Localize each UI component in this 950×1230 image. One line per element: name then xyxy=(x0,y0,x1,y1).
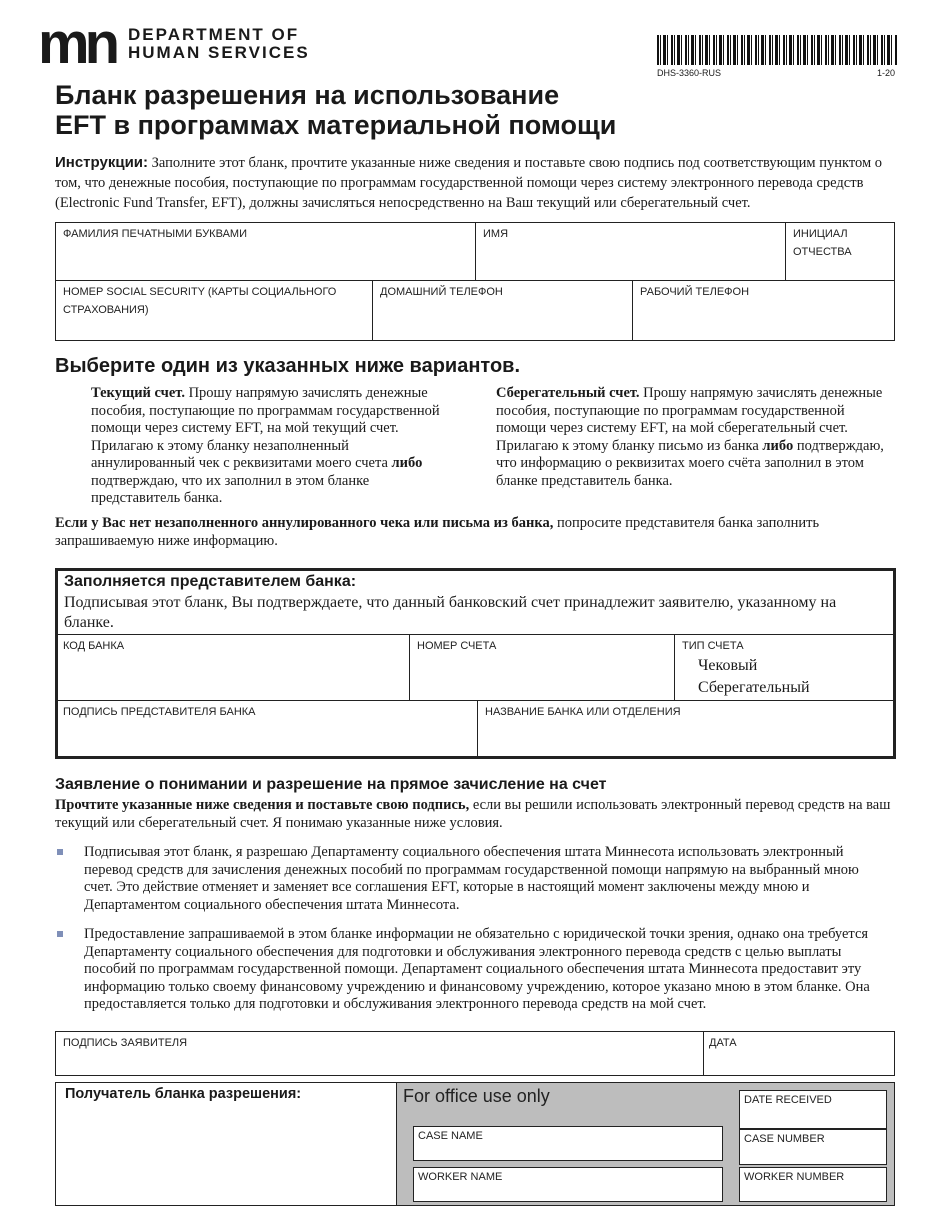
routing-number-label: КОД БАНКА xyxy=(63,640,125,652)
savings-option-bold: либо xyxy=(762,437,794,454)
statement-bullet-2: Предоставление запрашиваемой в этом бланке информации не обязательно с юридической точки зрения, однако она требуется Департаменту социального обеспечения для подготовки и обслуживания электронного перевода средств с целью выплаты пособий по программам государственной помощи. Департамент социального обеспечения штата Миннесота предоставит эту информацию только своему финансовому учреждению и финансовому учреждению, которое указано мною в этом бланке. Она предоставляется только для подготовки и обслуживания электронного перевода средств на мой счет. xyxy=(84,926,870,1012)
office-use-box xyxy=(396,1082,895,1206)
bank-section xyxy=(55,568,896,759)
applicant-signature-field[interactable] xyxy=(55,1031,704,1076)
applicant-signature-label: ПОДПИСЬ ЗАЯВИТЕЛЯ xyxy=(63,1037,188,1049)
middle-initial-label-2: ОТЧЕСТВА xyxy=(793,246,852,258)
worker-name-field[interactable] xyxy=(413,1167,723,1202)
last-name-label: ФАМИЛИЯ ПЕЧАТНЫМИ БУКВАМИ xyxy=(63,228,247,240)
account-type-field xyxy=(674,634,894,701)
bank-section-text: Подписывая этот бланк, Вы подтверждаете, что данный банковский счет принадлежит заявителю, указанному на бланке. xyxy=(64,594,837,631)
checking-option-bold: либо xyxy=(391,455,423,471)
middle-initial-label xyxy=(793,225,852,261)
bank-name-label: НАЗВАНИЕ БАНКА ИЛИ ОТДЕЛЕНИЯ xyxy=(485,706,681,718)
account-type-savings[interactable]: Сберегательный xyxy=(698,679,810,696)
page-title xyxy=(55,80,616,140)
work-phone-label: РАБОЧИЙ ТЕЛЕФОН xyxy=(640,286,750,298)
middle-initial-label-1: ИНИЦИАЛ xyxy=(793,228,848,240)
case-name-label: CASE NAME xyxy=(418,1130,483,1142)
bullet-icon xyxy=(57,931,63,937)
statement-intro-text: если вы решили использовать электронный перевод средств на ваш текущий или сберегательный счет. Я понимаю указанные ниже условия. xyxy=(55,797,891,831)
options-note-bold: Если у Вас нет незаполненного аннулированного чека или письма из банка, xyxy=(55,515,554,531)
instructions-text: Заполните этот бланк, прочтите указанные ниже сведения и поставьте свою подпись под соответствующим пунктом о том, что денежные пособия, поступающие по программам государственной помощи через систему электронного перевода средств (Electronic Fund Transfer, EFT), должны зачисляться непосредственно на Ваш текущий или сберегательный счет. xyxy=(55,155,883,211)
ssn-field[interactable] xyxy=(55,280,373,341)
first-name-field[interactable] xyxy=(475,222,786,281)
home-phone-label: ДОМАШНИЙ ТЕЛЕФОН xyxy=(380,286,503,298)
checking-option-text: Прошу напрямую зачислять денежные пособия, поступающие по программам государственной помощи через систему EFT, на мой текущий счет. Прилагаю к этому бланку незаполненный аннулированный чек с реквизитами моего счета xyxy=(91,385,440,471)
account-type-label: ТИП СЧЕТА xyxy=(682,640,744,652)
home-phone-field[interactable] xyxy=(372,280,633,341)
savings-option-title: Сберегательный счет. xyxy=(496,385,640,401)
recipient-label: Получатель бланка разрешения: xyxy=(65,1086,302,1102)
form-code: DHS-3360-RUS xyxy=(657,68,722,78)
worker-name-label: WORKER NAME xyxy=(418,1171,503,1183)
bank-section-title: Заполняется представителем банка: xyxy=(64,573,357,590)
checking-option-text-2: подтверждаю, что их заполнил в этом бланке представитель банка. xyxy=(91,472,370,506)
dhs-logo xyxy=(38,11,115,76)
date-received-field[interactable] xyxy=(739,1090,887,1129)
options-heading: Выберите один из указанных ниже вариантов. xyxy=(55,355,521,377)
bank-signature-field[interactable] xyxy=(57,700,478,757)
last-name-field[interactable] xyxy=(55,222,476,281)
ssn-label xyxy=(63,283,336,319)
case-number-field[interactable] xyxy=(739,1129,887,1165)
bullet-icon xyxy=(57,849,63,855)
bank-name-field[interactable] xyxy=(477,700,894,757)
department-line-1: DEPARTMENT OF xyxy=(128,25,300,44)
case-name-field[interactable] xyxy=(413,1126,723,1161)
title-line-2: EFT в программах материальной помощи xyxy=(55,110,617,140)
instructions xyxy=(55,153,885,213)
savings-option-text-2: подтверждаю, что информацию о реквизитах моего счёта заполнил в этом бланке представитель банка. xyxy=(496,437,884,489)
statement-bullet-1: Подписывая этот бланк, я разрешаю Департаменту социального обеспечения штата Миннесота использовать электронный перевод средств для зачисления денежных пособий по программам государственной помощи напрямую на выбранный мною счет. Это действие отменяет и заменяет все соглашения EFT, которые в настоящий момент заключены между мною и Департаментом социального обеспечения штата Миннесота. xyxy=(84,844,859,913)
account-number-field[interactable] xyxy=(409,634,675,701)
middle-initial-field[interactable] xyxy=(785,222,895,281)
work-phone-field[interactable] xyxy=(632,280,895,341)
case-number-label: CASE NUMBER xyxy=(744,1133,825,1145)
account-number-label: НОМЕР СЧЕТА xyxy=(417,640,497,652)
worker-number-field[interactable] xyxy=(739,1167,887,1202)
department-name xyxy=(128,26,310,62)
bank-signature-label: ПОДПИСЬ ПРЕДСТАВИТЕЛЯ БАНКА xyxy=(63,706,256,718)
first-name-label: ИМЯ xyxy=(483,228,509,240)
department-line-2: HUMAN SERVICES xyxy=(128,43,310,62)
ssn-label-2: СТРАХОВАНИЯ) xyxy=(63,304,149,316)
worker-number-label: WORKER NUMBER xyxy=(744,1171,845,1183)
routing-number-field[interactable] xyxy=(57,634,410,701)
checking-option[interactable] xyxy=(91,385,451,508)
date-field[interactable] xyxy=(703,1031,895,1076)
date-label: ДАТА xyxy=(709,1037,737,1049)
recipient-box xyxy=(55,1082,397,1206)
options-note xyxy=(55,515,895,550)
account-type-checking[interactable]: Чековый xyxy=(698,657,758,674)
date-received-label: DATE RECEIVED xyxy=(744,1094,832,1106)
instructions-label: Инструкции: xyxy=(55,154,149,171)
options-note-text: попросите представителя банка заполнить запрашиваемую ниже информацию. xyxy=(55,515,820,549)
checking-option-title: Текущий счет. xyxy=(91,385,185,401)
statement-intro-bold: Прочтите указанные ниже сведения и поставьте свою подпись, xyxy=(55,797,470,813)
office-use-title: For office use only xyxy=(403,1086,550,1106)
mn-logo-mark: mn xyxy=(38,11,115,76)
savings-option-text: Прошу напрямую зачислять денежные пособия, поступающие по программам государственной помощи через систему EFT, на мой сберегательный счет. Прилагаю к этому бланку письмо из банка xyxy=(496,385,883,454)
barcode xyxy=(657,35,897,65)
statement-intro xyxy=(55,797,895,832)
statement-heading: Заявление о понимании и разрешение на прямое зачисление на счет xyxy=(55,776,607,793)
form-date: 1-20 xyxy=(876,68,895,78)
ssn-label-1: НОМЕР SOCIAL SECURITY (КАРТЫ СОЦИАЛЬНОГО xyxy=(63,286,337,298)
savings-option[interactable] xyxy=(496,385,896,490)
title-line-1: Бланк разрешения на использование xyxy=(55,80,560,110)
